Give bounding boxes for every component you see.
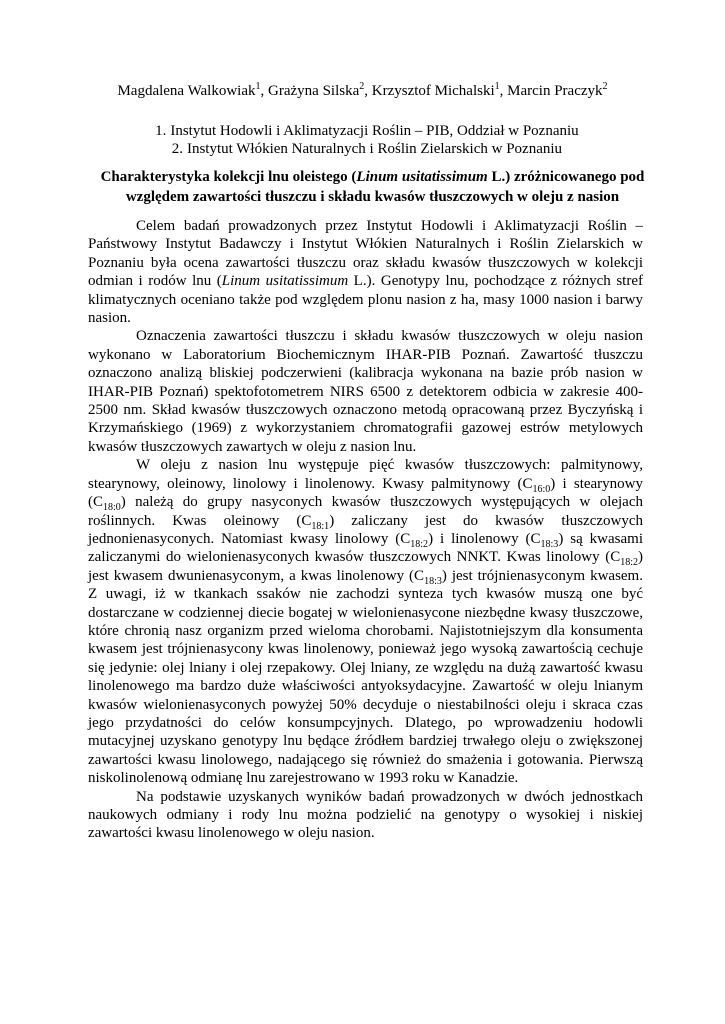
affiliation-marker: 2 (602, 81, 608, 92)
title-text: Charakterystyka kolekcji lnu oleistego ( (100, 169, 357, 185)
affiliation-marker: 1 (255, 81, 261, 92)
subscript: 18:2 (410, 538, 429, 550)
paragraph-text: ) i linolenowy (C (428, 530, 541, 547)
subscript: 18:3 (424, 575, 442, 587)
paragraph: Na podstawie uzyskanych wyników badań prowadzonych w dwóch jednostkach naukowych odmiany i rody lnu można podzielić na genotypy o wysokiej i niskiej zawartości kwasu linolenowego w oleju nasion. (88, 788, 643, 842)
title-latin-name: Linum usitatissimum (356, 169, 488, 185)
paragraph-text: ) jest trójnienasyconym kwasem. Z uwagi, iż w tkankach ssaków nie zachodzi synteza tych kwasów muszą one być dostarczane w codziennej diecie bogatej w wielonienasycone niezbędne kwasy tłuszczowe, które chronią nasz organizm przed wieloma chorobami. Najistotniejszym dla konsumenta kwasem jest trójnienasycony kwas linolenowy, ponieważ jego wysoką zawartością cechuje się jedynie: olej lniany i olej rzepakowy. Olej lniany, ze względu na dużą zawartość kwasu linolenowego ma bardzo duże właściwości antyoksydacyjne. Zawartość w oleju lnianym kwasów wielonienasyconych powyżej 50% decyduje o niestabilności oleju i skraca czas jego przydatności do celów konsumpcyjnych. Dlatego, po wprowadzeniu hodowli mutacyjnej uzyskano genotypy lnu będące źródłem bardziej trwałego oleju o zwiększonej zawartości kwasu linolowego, nadającego się również do smażenia i gotowania. Pierwszą niskolinolenową odmianę lnu zarejestrowano w 1993 roku w Kanadzie. (88, 567, 643, 787)
author-name: Marcin Praczyk (507, 83, 603, 99)
affiliation-number: 1. (155, 123, 167, 139)
paragraph-text: W oleju z nasion lnu występuje pięć kwasów tłuszczowych: palmitynowy, stearynowy, oleinowy, linolowy i linolenowy. Kwasy palmitynowy (C (88, 457, 643, 492)
paragraph-text: Celem badań prowadzonych przez Instytut Hodowli i Aklimatyzacji Roślin – Państwowy Instytut Badawczy i Instytut Włókien Naturalnych i Roślin Zielarskich w Poznaniu była ocena zawartości tłuszczu oraz składu kwasów tłuszczowych w kolekcji odmian i rodów lnu ( (88, 218, 643, 290)
paragraph (88, 456, 643, 787)
affiliation-number: 2. (171, 141, 183, 157)
subscript: 18:1 (311, 520, 330, 532)
subscript: 18:3 (540, 538, 559, 550)
latin-name: Linum usitatissimum (221, 273, 349, 290)
affiliation-item (0, 122, 725, 140)
author-name: Krzysztof Michalski (371, 83, 495, 99)
paragraph-text: ) należą do grupy nasyconych kwasów tłuszczowych występujących w olejach roślinnych. Kwas oleinowy (C (88, 494, 643, 529)
author-name: Grażyna Silska (268, 83, 360, 99)
paragraph-text: ) jest kwasem dwunienasyconym, a kwas linolenowy (C (88, 549, 643, 584)
affiliation-marker: 1 (494, 81, 500, 92)
affiliation-text: Instytut Hodowli i Aklimatyzacji Roślin – PIB, Oddział w Poznaniu (170, 123, 579, 139)
affiliation-text: Instytut Włókien Naturalnych i Roślin Zielarskich w Poznaniu (186, 141, 563, 157)
paragraph-text: L.). Genotypy lnu, pochodzące z różnych stref klimatycznych oceniano także pod względem plonu nasion z ha, masy 1000 nasion i barwy nasion. (88, 273, 643, 327)
paragraph: Oznaczenia zawartości tłuszczu i składu kwasów tłuszczowych w oleju nasion wykonano w Laboratorium Biochemicznym IHAR-PIB Poznań. Zawartość tłuszczu oznaczono analizą bliskiej podczerwieni (kalibracja wykonana na bazie prób nasion w IHAR-PIB Poznań) spektofotometrem NIRS 6500 z detektorem odbicia w zakresie 400-2500 nm. Skład kwasów tłuszczowych oznaczono metodą opracowaną przez Byczyńską i Krzymańskiego (1969) z wykorzystaniem chromatografii gazowej estrów metylowych kwasów tłuszczowych zawartych w oleju z nasion lnu. (88, 328, 643, 455)
paragraph (88, 217, 643, 327)
paragraph-text: ) są kwasami zaliczanymi do wielonienasyconych kwasów tłuszczowych NNKT. Kwas linolowy (C (88, 530, 643, 566)
subscript: 18:0 (103, 502, 121, 514)
affiliation-marker: 2 (359, 81, 365, 92)
affiliation-list (0, 122, 725, 158)
author-list: Magdalena Walkowiak$^1$, Grażyna Silska$^2$, Krzysztof Michalski$^1$, Marcin Praczyk$^2$ (117, 81, 608, 99)
title-text: L.) zróżnicowanego pod względem zawartości tłuszczu i składu kwasów tłuszczowych w oleju z nasion (125, 169, 645, 205)
article-body (88, 217, 643, 843)
author-name: Magdalena Walkowiak (117, 83, 256, 99)
subscript: 18:2 (620, 557, 638, 569)
paragraph-text: ) zaliczany jest do kwasów tłuszczowych jednonienasyconych. Natomiast kwasy linolowy (C (88, 512, 643, 547)
subscript: 16:0 (532, 483, 551, 495)
article-title (100, 167, 645, 207)
paragraph-text: ) i stearynowy (C (88, 475, 644, 511)
affiliation-item (0, 140, 725, 158)
